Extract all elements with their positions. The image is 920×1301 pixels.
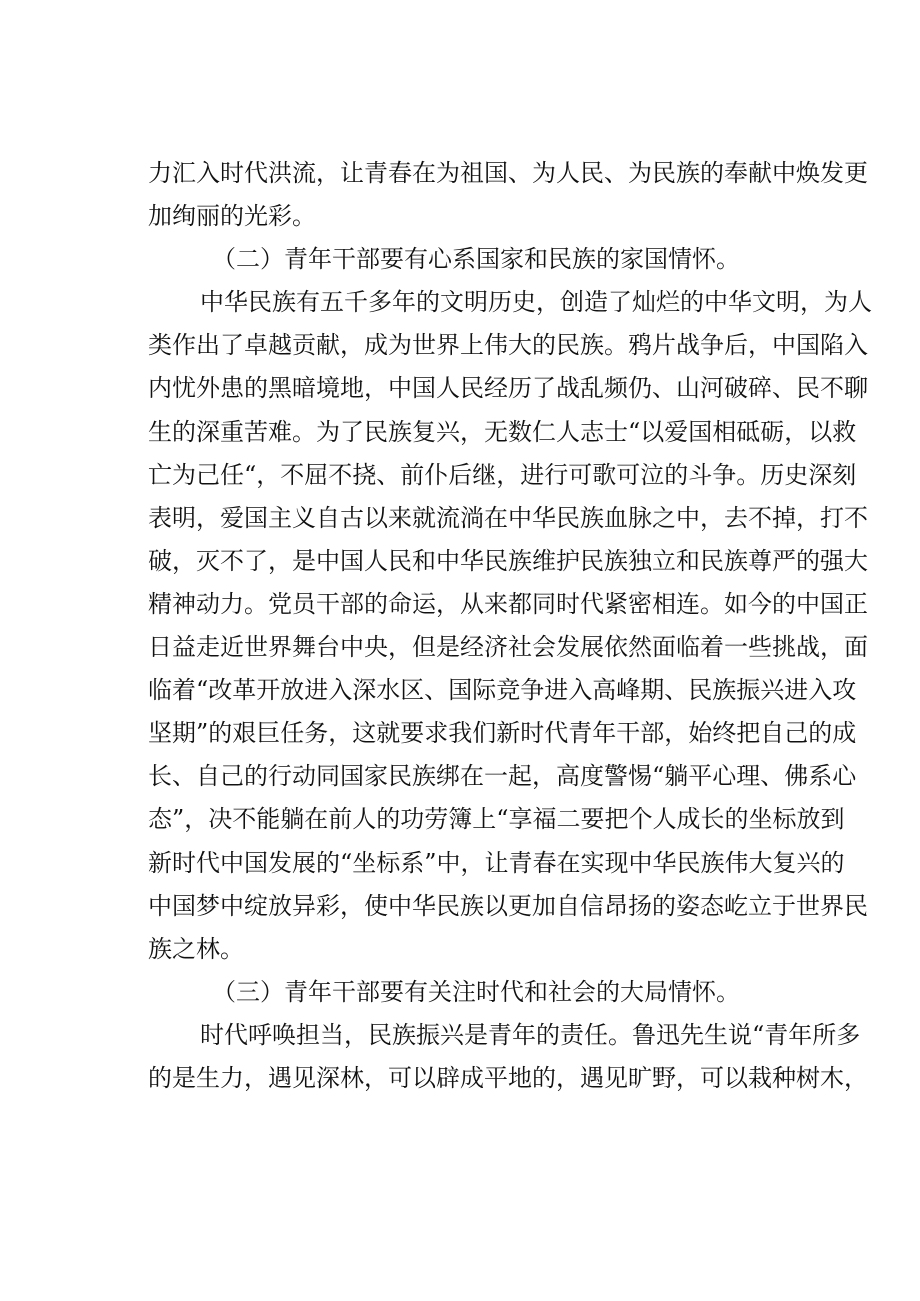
- text-line: 中国梦中绽放异彩，使中华民族以更加自信昂扬的姿态屹立于世界民: [148, 891, 868, 920]
- text-line: 类作出了卓越贡献，成为世界上伟大的民族。鸦片战争后，中国陷入: [148, 331, 868, 360]
- paragraph-first-line: 时代呼唤担当，民族振兴是青年的责任。鲁迅先生说“青年所多: [200, 1020, 861, 1049]
- text-line: 力汇入时代洪流，让青春在为祖国、为人民、为民族的奉献中焕发更: [148, 159, 868, 187]
- text-line: 族之林。: [148, 934, 244, 963]
- text-line: 加绚丽的光彩。: [148, 202, 316, 231]
- text-line: 坚期”的艰巨任务，这就要求我们新时代青年干部，始终把自己的成: [148, 719, 857, 748]
- text-line: 表明，爱国主义自古以来就流淌在中华民族血脉之中，去不掉，打不: [148, 503, 868, 532]
- text-line: 临着“改革开放进入深水区、国际竞争进入高峰期、民族振兴进入攻: [148, 676, 857, 705]
- text-line: 的是生力，遇见深林，可以辟成平地的，遇见旷野，可以栽种树木，: [148, 1063, 868, 1092]
- text-line: 态”，决不能躺在前人的功劳簿上“享福二要把个人成长的坐标放到: [148, 805, 845, 834]
- text-line: 新时代中国发展的“坐标系”中，让青春在实现中华民族伟大复兴的: [148, 848, 845, 877]
- text-line: 亡为己任“，不屈不挠、前仆后继，进行可歌可泣的斗争。历史深刻: [148, 460, 857, 489]
- text-line: 精神动力。党员干部的命运，从来都同时代紧密相连。如今的中国正: [148, 589, 868, 618]
- section-heading-3: （三）青年干部要有关注时代和社会的大局情怀。: [212, 977, 740, 1006]
- text-line: 生的深重苦难。为了民族复兴，无数仁人志士“以爱国相砥砺，以救: [148, 417, 857, 446]
- text-line: 内忧外患的黑暗境地，中国人民经历了战乱频仍、山河破碎、民不聊: [148, 374, 868, 403]
- text-line: 长、自己的行动同国家民族绑在一起，高度警惕“躺平心理、佛系心: [148, 762, 857, 791]
- text-line: 破，灭不了，是中国人民和中华民族维护民族独立和民族尊严的强大: [148, 546, 868, 575]
- paragraph-first-line: 中华民族有五千多年的文明历史，创造了灿烂的中华文明，为人: [200, 288, 872, 317]
- body-text: [148, 152, 872, 1100]
- text-line: 日益走近世界舞台中央，但是经济社会发展依然面临着一些挑战，面: [148, 633, 868, 662]
- section-heading-2: （二）青年干部要有心系国家和民族的家国情怀。: [212, 245, 740, 274]
